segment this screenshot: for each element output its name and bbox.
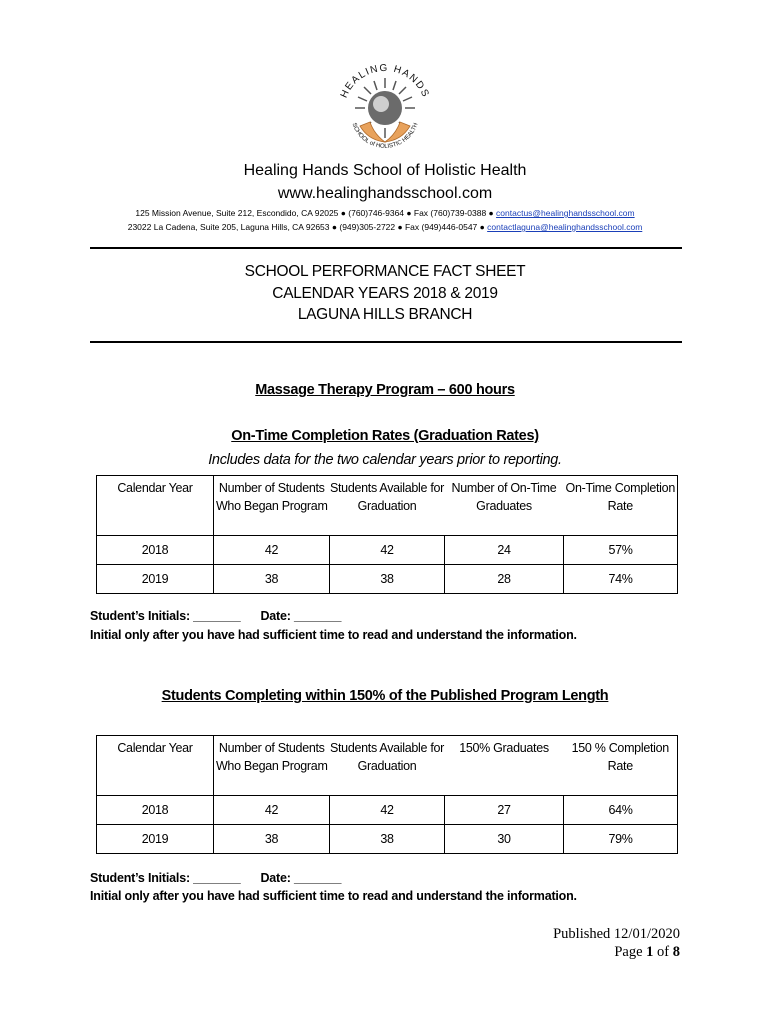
table-cell: 28 — [445, 565, 564, 594]
table-cell: 2018 — [97, 536, 214, 565]
table-cell: 27 — [445, 796, 564, 825]
initials-label: Student’s Initials: _______ — [90, 871, 241, 885]
table-header-row — [97, 476, 678, 536]
fact-sheet-branch: LAGUNA HILLS BRANCH — [297, 306, 473, 323]
published-date: Published 12/01/2020 — [553, 926, 680, 942]
table-cell: 2018 — [97, 796, 214, 825]
page-total: 8 — [672, 944, 680, 960]
table-cell: 30 — [445, 825, 564, 854]
table-cell: 38 — [214, 825, 330, 854]
table-row — [97, 796, 678, 825]
table-cell: 74% — [564, 565, 678, 594]
school-name: Healing Hands School of Holistic Health — [243, 162, 527, 179]
header-cell: Students Available for Graduation — [330, 736, 445, 796]
table-cell: 38 — [330, 565, 445, 594]
on-time-table — [96, 475, 678, 594]
initials-label: Student’s Initials: _______ — [90, 609, 241, 623]
table-row — [97, 565, 678, 594]
fact-sheet-title: SCHOOL PERFORMANCE FACT SHEET — [244, 263, 526, 280]
on-time-section-subtitle: Includes data for the two calendar years prior to reporting. — [208, 452, 562, 468]
table-cell: 64% — [564, 796, 678, 825]
table-cell: 2019 — [97, 825, 214, 854]
address-laguna — [0, 222, 770, 232]
table-row — [97, 825, 678, 854]
page-of: of — [653, 944, 673, 960]
table-cell: 42 — [214, 796, 330, 825]
header-cell: Number of Students Who Began Program — [214, 476, 330, 536]
header-cell: Number of On-Time Graduates — [445, 476, 564, 536]
table-cell: 42 — [330, 796, 445, 825]
page-prefix: Page — [614, 944, 647, 960]
table-cell: 79% — [564, 825, 678, 854]
header-cell: Calendar Year — [97, 736, 214, 796]
address-laguna-text: 23022 La Cadena, Suite 205, Laguna Hills, CA 92653 ● (949)305-2722 ● Fax (949)446-0547 ● — [127, 222, 488, 232]
header-cell: Calendar Year — [97, 476, 214, 536]
email-link-escondido[interactable]: contactus@healinghandsschool.com — [496, 208, 635, 218]
completion-150-table — [96, 735, 678, 854]
date-label: Date: _______ — [260, 609, 342, 623]
header-cell: 150% Graduates — [445, 736, 564, 796]
initials-line-2 — [90, 871, 341, 885]
initials-note-2: Initial only after you have had sufficient time to read and understand the information. — [90, 889, 577, 903]
header-cell: Students Available for Graduation — [330, 476, 445, 536]
svg-text:HEALING HANDS: HEALING HANDS — [338, 62, 432, 100]
date-label: Date: _______ — [260, 871, 342, 885]
header-cell: 150 % Completion Rate — [564, 736, 678, 796]
address-escondido — [0, 208, 770, 218]
table-cell: 2019 — [97, 565, 214, 594]
address-escondido-text: 125 Mission Avenue, Suite 212, Escondido, CA 92025 ● (760)746-9364 ● Fax (760)739-0388 ● — [135, 208, 497, 218]
divider-top — [90, 247, 682, 249]
page-number — [614, 944, 680, 961]
completion-150-section-title: Students Completing within 150% of the Published Program Length — [161, 688, 609, 704]
table-cell: 38 — [214, 565, 330, 594]
svg-text:SCHOOL of HOLISTIC HEALTH: SCHOOL of HOLISTIC HEALTH — [350, 122, 420, 150]
fact-sheet-years: CALENDAR YEARS 2018 & 2019 — [272, 285, 498, 302]
on-time-section-title: On-Time Completion Rates (Graduation Rates) — [231, 428, 539, 444]
table-cell: 57% — [564, 536, 678, 565]
email-link-laguna[interactable]: contactlaguna@healinghandsschool.com — [487, 222, 643, 232]
table-cell: 24 — [445, 536, 564, 565]
header-cell: On-Time Completion Rate — [564, 476, 678, 536]
initials-note-1: Initial only after you have had sufficient time to read and understand the information. — [90, 628, 577, 642]
table-cell: 42 — [330, 536, 445, 565]
table-row — [97, 536, 678, 565]
header-cell: Number of Students Who Began Program — [214, 736, 330, 796]
page-current: 1 — [646, 944, 654, 960]
table-cell: 42 — [214, 536, 330, 565]
initials-line-1 — [90, 609, 341, 623]
divider-bottom — [90, 341, 682, 343]
school-logo — [330, 60, 440, 160]
table-header-row — [97, 736, 678, 796]
program-title: Massage Therapy Program – 600 hours — [255, 382, 515, 398]
school-website: www.healinghandsschool.com — [277, 185, 493, 202]
table-cell: 38 — [330, 825, 445, 854]
